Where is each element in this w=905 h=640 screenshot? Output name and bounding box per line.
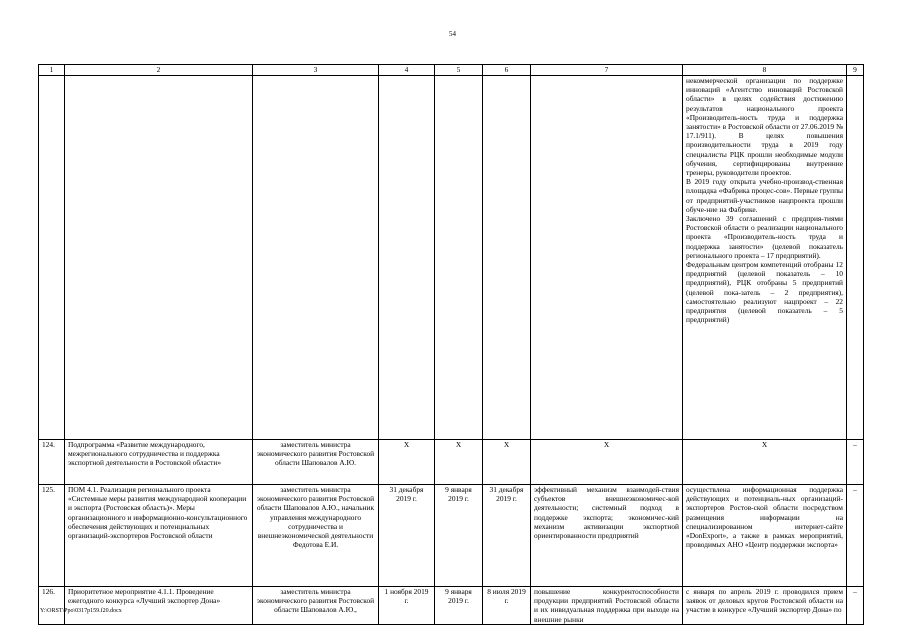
header-cell: 5 [435,65,483,76]
measure-name: ПОМ 4.1. Реализация регионального проекта «Системные меры развития международной кооперации и экспорта (Ростовская область)». Меры организационного и информационно-консультационного обеспечения действующих и потенциальных организаций-экспортеров Ростовской области [65,485,253,587]
planned-date: 31 декабря 2019 г. [379,485,435,587]
measure-name: Приоритетное мероприятие 4.1.1. Проведение ежегодного конкурса «Лучший экспортер Дона» [65,587,253,625]
header-row [39,65,864,76]
table-row-continuation [39,76,864,440]
actual-result: с января по апрель 2019 г. проводился прием заявок от деловых кругов Ростовской области на участие в конкурсе «Лучший экспортер Дона» по [683,587,847,625]
planned-date: X [379,440,435,485]
header-cell: 6 [483,65,531,76]
expected-result: эффективный механизм взаимодей-ствия субъектов внешнеэкономичес-кой деятельности; системный подход в поддержке экспорта; экономичес-кий механизм активизации экспортной ориентированности предприятий [531,485,683,587]
notes: – [847,587,864,625]
planned-date: 1 ноября 2019 г. [379,587,435,625]
actual-start: X [435,440,483,485]
paragraph: Заключено 39 соглашений с предприя-тиями Ростовской области о реализации национального проекта «Производитель-ность труда и поддержка занятости» (целевой показатель региональногo проекта – 17 предприятий). [686,214,843,260]
table-row [39,485,864,587]
expected-result: повышение конкурентоспособности продукции предприятий Ростовской области и их инвидуальная поддержка при выходе на внешние рынки [531,587,683,625]
header-cell: 3 [253,65,379,76]
paragraph: В 2019 году открыта учебно-производ-ственная площадка «Фабрика процес-сов». Первые группы от предприятий-участников нацпроекта прошли обуче-ние на Фабрике. [686,177,843,214]
header-cell: 7 [531,65,683,76]
measure-name: Подпрограмма «Развитие международного, межрегионального сотрудничества и поддержка экспортной деятельности в Ростовской области» [65,440,253,485]
page-number: 54 [449,30,456,38]
table-row [39,440,864,485]
actual-result: X [683,440,847,485]
header-cell: 9 [847,65,864,76]
responsible: заместитель министра экономического развития Ростовской области Шаповалов А.Ю., начальник управления международного сотрудничества и внешнеэкономической деятельности Федотова Е.И. [253,485,379,587]
paragraph: некоммерческой организации по поддержке инноваций «Агентство инноваций Ростовской области» в целях содействия достижению результатов национального проекта «Производитель-ность труда и поддержка занятости» в Ростовской области от 27.06.2019 № 17.1/911). В целях повышения производительности труда в 2019 году специалисты РЦК прошли необходимые модули обучения, сертифицированы внутренние тренеры, руководители проектов. [686,76,843,178]
header-cell: 2 [65,65,253,76]
responsible: заместитель министра экономического развития Ростовской области Шаповалов А.Ю. [253,440,379,485]
notes: – [847,485,864,587]
actual-end: 31 декабря 2019 г. [483,485,531,587]
responsible: заместитель министра экономического развития Ростовской области Шаповалов А.Ю., [253,587,379,625]
header-cell: 1 [39,65,65,76]
report-table [38,64,864,625]
file-path-footer: Y:\ORST\Ppo\0317p159.f20.docx [40,608,122,614]
result-cell [683,76,847,440]
header-cell: 8 [683,65,847,76]
paragraph: Федеральным центром компетенций отобраны 12 предприятий (целевой показатель – 10 предприятий), РЦК отобраны 5 предприятий (целевой пока-затель – 2 предприятия), самостоятельно реализуют нацпроект – 22 предприятия (целевой показатель – 5 предприятий) [686,260,843,325]
notes: – [847,440,864,485]
actual-result: осуществлена информационная поддержка действующих и потенциаль-ных организаций-экспортеров Ростов-ской области посредством размещения информации на специализированном интернет-сайте «DonExport», а также в рамках мероприятий, проводимых АНО «Центр поддержки экспорта» [683,485,847,587]
actual-end: X [483,440,531,485]
row-number: 126. [39,587,65,625]
expected-result: X [531,440,683,485]
actual-start: 9 января 2019 г. [435,587,483,625]
table-row [39,587,864,625]
row-number: 124. [39,440,65,485]
actual-end: 8 июля 2019 г. [483,587,531,625]
actual-start: 9 января 2019 г. [435,485,483,587]
row-number: 125. [39,485,65,587]
header-cell: 4 [379,65,435,76]
